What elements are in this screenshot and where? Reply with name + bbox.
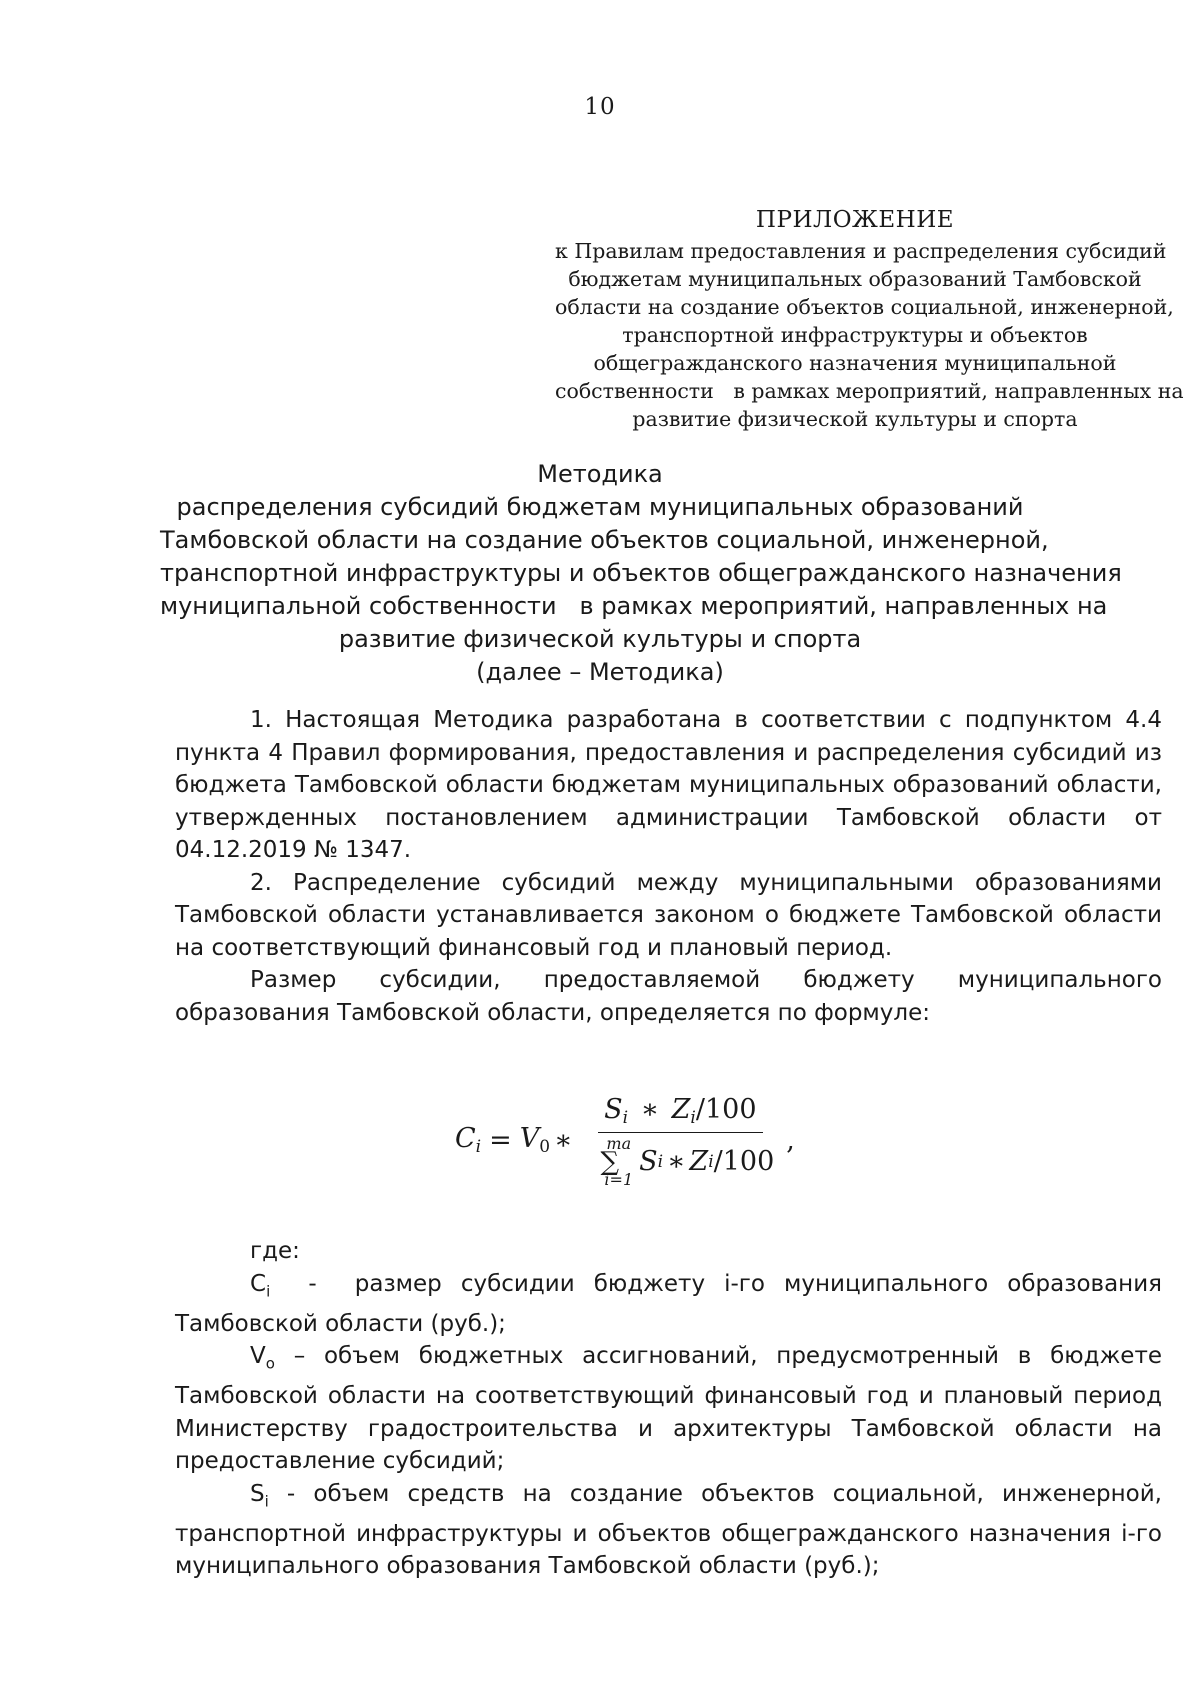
annex-title: ПРИЛОЖЕНИЕ (755, 207, 955, 233)
formula-v0 (520, 1123, 550, 1157)
annex-line: к Правилам предоставления и распределения субсидий (555, 239, 1167, 263)
method-title-line: транспортной инфраструктуры и объектов общегражданского назначения (160, 559, 1122, 587)
method-title: Методика (537, 460, 663, 488)
symbol-sub: o (265, 1354, 275, 1373)
sigma-icon: ∑ (600, 1146, 620, 1177)
formula-mult: ∗ (640, 1093, 660, 1125)
method-title-line: распределения субсидий бюджетам муниципальных образований (176, 493, 1024, 521)
annex-line: области на создание объектов социальной, инженерной, (555, 295, 1174, 319)
formula-var-z: Z (689, 1146, 709, 1177)
sum-symbol (586, 1133, 634, 1189)
formula-sub: i (690, 1107, 696, 1128)
symbol-ci (250, 1270, 271, 1301)
formula-equals: = (489, 1124, 512, 1156)
annex-block (555, 205, 1184, 433)
symbol-letter: V (250, 1343, 266, 1370)
definition-text: - размер субсидии бюджету i-го муниципального образования Тамбовской области (руб.); (175, 1270, 1170, 1337)
formula-var-s: S (604, 1093, 623, 1125)
formula-mult: ∗ (667, 1146, 686, 1177)
subsidy-formula (455, 1085, 795, 1195)
symbol-sub: i (266, 1282, 271, 1301)
method-title-line: Тамбовской области на создание объектов социальной, инженерной, (160, 526, 1049, 554)
formula-var-v: V (519, 1123, 540, 1154)
formula-mult: ∗ (554, 1124, 573, 1156)
symbol-sub: i (264, 1492, 269, 1511)
formula-sub: i (708, 1151, 714, 1172)
annex-line: транспортной инфраструктуры и объектов (622, 323, 1088, 347)
method-heading (160, 458, 1122, 689)
definition-si (175, 1478, 1162, 1583)
formula-comma: , (786, 1124, 795, 1156)
page-number: 10 (584, 94, 616, 120)
formula-denominator (580, 1133, 780, 1187)
formula-sub: 0 (539, 1137, 551, 1157)
symbol-letter: S (250, 1480, 265, 1507)
formula-var-z: Z (671, 1093, 691, 1125)
formula-numerator (598, 1094, 762, 1133)
paragraph-2: 2. Распределение субсидий между муниципальными образованиями Тамбовской области устанавливается законом о бюджете Тамбовской области на соответствующий финансовый год и плановый период. (175, 869, 1162, 961)
definition-text: - объем средств на создание объектов социальной, инженерной, транспортной инфраструктуры и объектов общегражданского назначения i-го муниципального образования Тамбовской области (руб.); (175, 1480, 1162, 1580)
symbol-vo (250, 1343, 275, 1373)
where-label: где: (250, 1238, 300, 1264)
annex-line: общегражданского назначения муниципальной (593, 351, 1117, 375)
definition-text: – объем бюджетных ассигнований, предусмотренный в бюджете Тамбовской области на соответствующий финансовый год и плановый период Министерству градостроительства и архитектуры Тамбовской области на предоставление субсидий; (175, 1343, 1162, 1475)
formula-var-c: C (455, 1123, 476, 1154)
symbol-letter: C (250, 1270, 267, 1297)
formula-var-s: S (639, 1146, 658, 1177)
formula-div: /100 (713, 1146, 775, 1177)
annex-line: собственности в рамках мероприятий, направленных на (555, 379, 1184, 403)
sum-upper-limit: ma (606, 1133, 632, 1153)
formula-lhs (455, 1123, 481, 1157)
annex-line: развитие физической культуры и спорта (632, 407, 1078, 431)
formula-sub: i (657, 1151, 664, 1172)
method-title-line: развитие физической культуры и спорта (338, 625, 862, 653)
formula-div: /100 (695, 1093, 757, 1125)
definitions (175, 1235, 1170, 1583)
sum-lower-limit: i=1 (604, 1169, 634, 1189)
formula-fraction (580, 1094, 780, 1187)
formula-block (0, 1085, 1200, 1195)
body-text (175, 704, 1162, 1029)
method-title-line: (далее – Методика) (476, 658, 724, 686)
formula-sub: i (622, 1107, 629, 1128)
method-title-line: муниципальной собственности в рамках мероприятий, направленных на (160, 592, 1108, 620)
symbol-si (250, 1480, 269, 1511)
paragraph-1: 1. Настоящая Методика разработана в соответствии с подпунктом 4.4 пункта 4 Правил формирования, предоставления и распределения субсидий из бюджета Тамбовской области бюджетам муниципальных образований области, утвержденных постановлением администрации Тамбовской области от 04.12.2019 № 1347. (175, 707, 1162, 863)
formula-sub: i (475, 1137, 482, 1157)
annex-line: бюджетам муниципальных образований Тамбовской (568, 267, 1142, 291)
paragraph-3: Размер субсидии, предоставляемой бюджету муниципального образования Тамбовской области, определяется по формуле: (175, 967, 1162, 1026)
definition-vo (175, 1340, 1162, 1478)
definition-ci (175, 1268, 1170, 1341)
